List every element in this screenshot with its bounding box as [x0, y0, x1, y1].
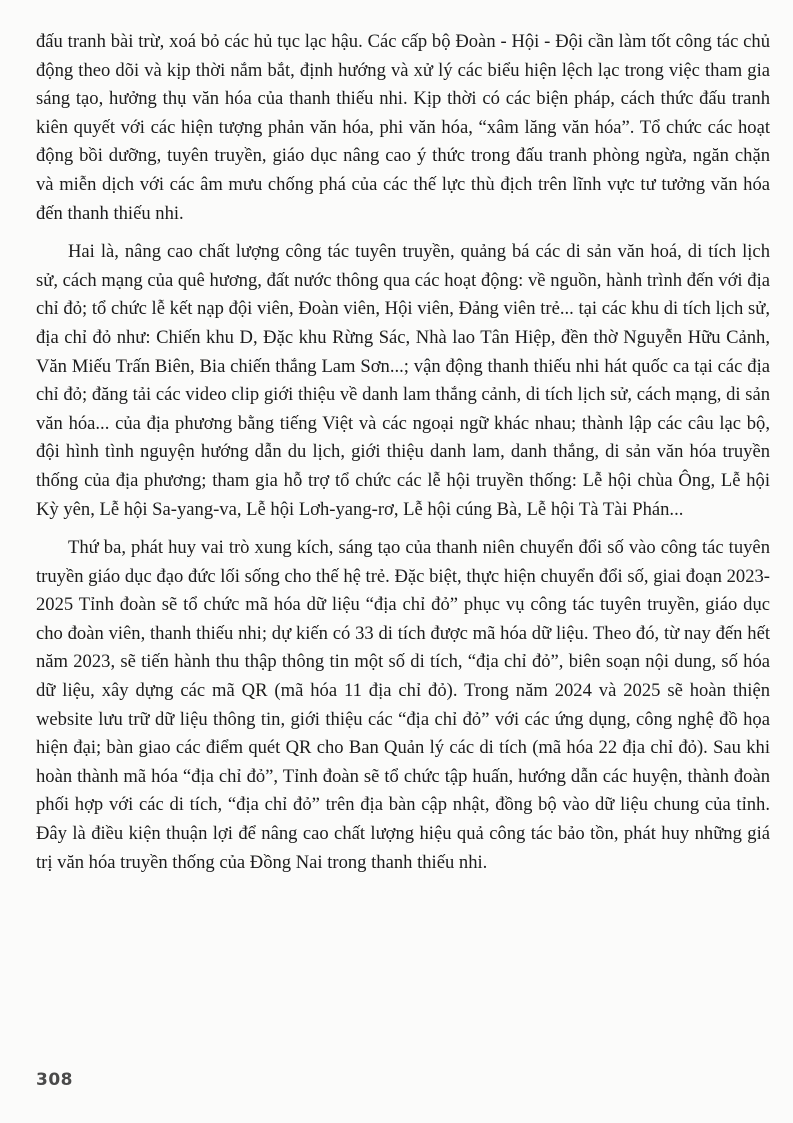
paragraph-continuation: đấu tranh bài trừ, xoá bỏ các hủ tục lạc hậu. Các cấp bộ Đoàn - Hội - Đội cần làm tốt công tác chủ động theo dõi và kịp thời nắm bắt, định hướng và xử lý các biểu hiện lệch lạc trong việc tham gia sáng tạo, hưởng thụ văn hóa của thanh thiếu nhi. Kịp thời có các biện pháp, cách thức đấu tranh kiên quyết với các hiện tượng phản văn hóa, phi văn hóa, “xâm lăng văn hóa”. Tổ chức các hoạt động bồi dưỡng, tuyên truyền, giáo dục nâng cao ý thức trong đấu tranh phòng ngừa, ngăn chặn và miễn dịch với các âm mưu chống phá của các thế lực thù địch trên lĩnh vực tư tưởng văn hóa đến thanh thiếu nhi.	[36, 31, 770, 224]
paragraph-thu-ba: Thứ ba, phát huy vai trò xung kích, sáng tạo của thanh niên chuyển đổi số vào công tác tuyên truyền giáo dục đạo đức lối sống cho thế hệ trẻ. Đặc biệt, thực hiện chuyển đổi số, giai đoạn 2023-2025 Tỉnh đoàn sẽ tổ chức mã hóa dữ liệu “địa chỉ đỏ” phục vụ công tác tuyên truyền, giáo dục cho đoàn viên, thanh thiếu nhi; dự kiến có 33 di tích được mã hóa dữ liệu. Theo đó, từ nay đến hết năm 2023, sẽ tiến hành thu thập thông tin một số di tích, “địa chỉ đỏ”, biên soạn nội dung, số hóa dữ liệu, xây dựng các mã QR (mã hóa 11 địa chỉ đỏ). Trong năm 2024 và 2025 sẽ hoàn thiện website lưu trữ dữ liệu thông tin, giới thiệu các “địa chỉ đỏ” với các ứng dụng, công nghệ đồ họa hiện đại; bàn giao các điểm quét QR cho Ban Quản lý các di tích (mã hóa 22 địa chỉ đỏ). Sau khi hoàn thành mã hóa “địa chỉ đỏ”, Tỉnh đoàn sẽ tổ chức tập huấn, hướng dẫn các huyện, thành đoàn phối hợp với các di tích, “địa chỉ đỏ” trên địa bàn cập nhật, đồng bộ vào dữ liệu chung của tỉnh. Đây là điều kiện thuận lợi để nâng cao chất lượng hiệu quả công tác bảo tồn, phát huy những giá trị văn hóa truyền thống của Đồng Nai trong thanh thiếu nhi.	[36, 537, 770, 873]
page-number: 308	[36, 1070, 73, 1090]
body-text	[36, 28, 770, 877]
paragraph-hai-la: Hai là, nâng cao chất lượng công tác tuyên truyền, quảng bá các di sản văn hoá, di tích lịch sử, cách mạng của quê hương, đất nước thông qua các hoạt động: về nguồn, hành trình đến với địa chỉ đỏ; tổ chức lễ kết nạp đội viên, Đoàn viên, Hội viên, Đảng viên trẻ... tại các khu di tích lịch sử, địa chỉ đỏ như: Chiến khu D, Đặc khu Rừng Sác, Nhà lao Tân Hiệp, đền thờ Nguyễn Hữu Cảnh, Văn Miếu Trấn Biên, Bia chiến thắng Lam Sơn...; vận động thanh thiếu nhi hát quốc ca tại các địa chỉ đỏ; đăng tải các video clip giới thiệu về danh lam thắng cảnh, di tích lịch sử, cách mạng, di sản văn hóa... của địa phương bằng tiếng Việt và các ngoại ngữ khác nhau; thành lập các câu lạc bộ, đội hình tình nguyện hướng dẫn du lịch, giới thiệu danh lam, danh thắng, di sản văn hóa truyền thống của địa phương; tham gia hỗ trợ tổ chức các lễ hội truyền thống: Lễ hội chùa Ông, Lễ hội Kỳ yên, Lễ hội Sa-yang-va, Lễ hội Lơh-yang-rơ, Lễ hội cúng Bà, Lễ hội Tà Tài Phán...	[36, 241, 770, 520]
